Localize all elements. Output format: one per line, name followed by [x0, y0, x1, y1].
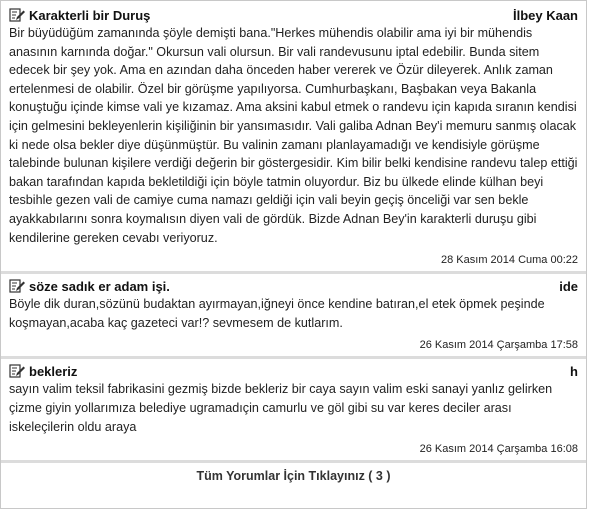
- edit-pencil-icon: [9, 8, 25, 22]
- comment-title: bekleriz: [29, 363, 78, 379]
- comment-item: [1, 359, 586, 463]
- comment-item: [1, 1, 586, 274]
- comment-item: [1, 274, 586, 359]
- comment-body: Böyle dik duran,sözünü budaktan ayırmayan,iğneyi önce kendine batıran,el etek öpmek peşinde koşmayan,acaba kaç gazeteci var!? sevmesem de kutlarım.: [9, 297, 545, 330]
- comment-header: [9, 278, 578, 294]
- comment-author: İlbey Kaan: [512, 7, 578, 23]
- comment-date: 28 Kasım 2014 Cuma 00:22: [441, 254, 578, 267]
- comment-date: 26 Kasım 2014 Çarşamba 16:08: [419, 443, 578, 456]
- comment-date: 26 Kasım 2014 Çarşamba 17:58: [419, 339, 578, 352]
- comment-body: sayın valim teksil fabrikasini gezmiş bizde bekleriz bir caya sayın valim eski sanayi yanlız gelirken çizme giyin yollarımıza belediye ugramadıçin camurlu ve göl gibi su var keres deciler arası iskeleçilerin oldu araya: [9, 382, 553, 434]
- comment-author: ide: [559, 278, 578, 294]
- comment-body: Bir büyüdüğüm zamanında şöyle demişti bana."Herkes mühendis olabilir ama iyi bir mühendis anasının karnında doğar." Okursun vali olursun. Bir vali randevusunu iptal edebilir. Bunda sitem edecek bir şey yok. Ama en azından daha önceden haber vererek ve Özür dileyerek. Anlık zaman ertelenmesi de olabilir. Özel bir görüşme yapılıyorsa. Cumhurbaşkanı, Başbakan veya Bakanla konuştuğu içinde kimse vali ye kızamaz. Ama aksini kabul etmek o randevu için kapıda sıranın kendisi için gelmesini bekleyenlerin kişiliğinin bir yansımasıdır. Vali galiba Adnan Bey'i memuru sanmış olacak ki nede olsa bekler diye düşünmüştür. Bu valinin zamanı planlayamadığı ve kendisiyle görüşme talebinde bulunan kişilere verdiği değerin bir göstergesidir. Kim bilir belki kendisine randevu talep ettiği bakan tarafından kapıda bekletildiği için böyle tatmin oluyordur. Biz bu ülkede elinde külhan beyi tesbihle gezen vali de camiye cuma namazı geldiği için vali beyin geçiş önceliği var sen bekle ayakkabılarını sonra koymalısın diyen vali de gördük. Bizde Adnan Bey'in karakterli duruşu gibi kendilerine gereken cevabı veriyoruz.: [9, 26, 578, 245]
- edit-pencil-icon: [9, 279, 25, 293]
- edit-pencil-icon: [9, 364, 25, 378]
- comment-title: söze sadık er adam işi.: [29, 278, 170, 294]
- comment-header: [9, 363, 578, 379]
- comment-header: [9, 7, 578, 23]
- all-comments-link[interactable]: Tüm Yorumlar İçin Tıklayınız ( 3 ): [196, 469, 391, 484]
- comment-title: Karakterli bir Duruş: [29, 7, 151, 23]
- comment-author: h: [570, 363, 578, 379]
